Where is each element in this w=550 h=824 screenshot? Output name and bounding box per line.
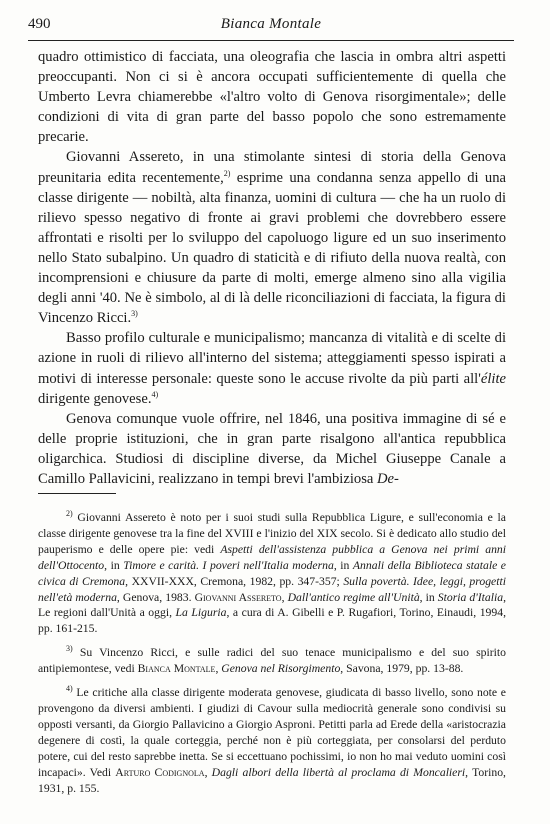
- footnote-author: Giovanni Assereto: [194, 590, 282, 604]
- footnote-text: , in: [419, 590, 438, 604]
- footnote-text: ,: [215, 662, 222, 676]
- footnote-text: , a cura di A. Gibelli e P. Rugafiori, Torino, Einaudi, 1994, pp. 161-215.: [38, 606, 507, 636]
- footnote-text: ,: [204, 765, 212, 779]
- footnote-italic-title: Genova nel Risorgimento: [221, 662, 341, 676]
- footnote-italic-title: La Liguria: [175, 606, 227, 620]
- footnote-mark: 2): [66, 509, 73, 519]
- italic-term: élite: [480, 370, 506, 387]
- footnote-mark: 3): [66, 644, 73, 654]
- footnote-text: , Savona, 1979, pp. 13-88.: [340, 662, 464, 676]
- footnote-text: , Torino, 1931, p. 155.: [38, 765, 506, 795]
- paragraph-2: [38, 147, 506, 328]
- footnote-separator: [38, 493, 116, 494]
- paragraph-text: dirigente genovese.: [38, 390, 152, 407]
- footnote-text: , in: [104, 558, 124, 572]
- footnote-author: Bianca Montale: [137, 662, 216, 676]
- footnote-2: [38, 510, 506, 637]
- footnote-text: Giovanni Assereto è noto per i suoi studi sulla Repubblica Ligure, e sull'economia e la classe dirigente genovese tra la fine del XVIII e l'inizio del XIX secolo. Si è dedicato allo studio del pauperismo e delle opere pie: vedi: [38, 511, 506, 556]
- main-text: [38, 47, 506, 489]
- footnote-reference: 2): [223, 168, 231, 178]
- italic-term: De-: [377, 470, 399, 487]
- footnote-italic-title: Storia d'Italia: [437, 590, 504, 604]
- footnotes: [38, 510, 506, 804]
- footnote-text: , Genova, 1983.: [116, 590, 195, 604]
- paragraph-text: esprime una condanna senza appello di una classe dirigente — nobiltà, alta finanza, uomini di cultura — che ha un ruolo di rilievo spesso negativo di fronte ai gravi problemi che dovrebbero essere affrontati e risolti per lo sviluppo del capoluogo ligure ed un suo inserimento nello Stato subalpino. Un quadro di staticità e di rifiuto della nuova realtà, con incomprensioni e chiusure da parte di molti, emerge almeno sino alla vigilia degli anni '40. Ne è simbolo, al di là delle riconciliazioni di facciata, la figura di Vincenzo Ricci.: [38, 169, 506, 327]
- paragraph-text: Basso profilo culturale e municipalismo; mancanza di vitalità e di scelte di azione in ruoli di rilievo all'interno del sistema; atteggiamenti spesso ispirati a motivi di interesse personale: queste sono le accuse rivolte da più parti all': [38, 330, 506, 387]
- page-number: 490: [28, 16, 51, 32]
- footnote-text: , XXVII-XXX, Cremona, 1982, pp. 347-357;: [125, 574, 344, 588]
- footnote-text: ,: [281, 590, 288, 604]
- running-header: [28, 14, 514, 41]
- paragraph-text: Genova comunque vuole offrire, nel 1846, una positiva immagine di sé e delle proprie istituzioni, che in gran parte risalgono all'antica repubblica oligarchica. Studiosi di discipline diverse, da Michel Giuseppe Canale a Camillo Pallavicini, realizzano in tempi brevi l'ambiziosa: [38, 410, 506, 487]
- paragraph-1: [38, 47, 506, 147]
- footnote-italic-title: Timore e carità. I poveri nell'Italia moderna: [123, 558, 334, 572]
- footnote-author: Arturo Codignola: [115, 765, 205, 779]
- footnote-italic-title: Dagli albori della libertà al proclama di Moncalieri: [211, 765, 466, 779]
- footnote-text: Su Vincenzo Ricci, e sulle radici del suo tenace municipalismo e del suo spirito antipiemontese, vedi: [38, 646, 506, 676]
- running-title: Bianca Montale: [220, 16, 322, 32]
- footnote-text: , in: [333, 558, 353, 572]
- footnote-italic-title: Sulla povertà. Idee, leggi, progetti nell'età moderna: [38, 574, 506, 604]
- paragraph-text: Giovanni Assereto, in una stimolante sintesi di storia della Genova preunitaria edita recentemente,: [38, 149, 506, 186]
- footnote-reference: 3): [131, 309, 138, 319]
- footnote-italic-title: Annali della Biblioteca statale e civica di Cremona: [38, 558, 506, 588]
- footnote-text: , Le regioni dall'Unità a oggi,: [38, 590, 507, 620]
- paragraph-text: quadro ottimistico di facciata, una oleografia che lascia in ombra altri aspetti preoccupanti. Non ci si è ancora occupati sufficientemente di quella che Umberto Levra chiamerebbe «l'altro volto di Genova risorgimentale»; delle condizioni di vita di gran parte del basso popolo che sono estremamente precarie.: [38, 49, 506, 146]
- paragraph-4: [38, 409, 506, 489]
- footnote-4: [38, 685, 506, 796]
- footnote-mark: 4): [66, 684, 73, 694]
- footnote-3: [38, 645, 506, 677]
- footnote-italic-title: Aspetti dell'assistenza pubblica a Genova nei primi anni dell'Ottocento: [38, 542, 506, 572]
- footnote-text: Le critiche alla classe dirigente moderata genovese, giudicata di basso livello, sono note e provengono da diversi ambienti. I giudizi di Cavour sulla mediocrità generale sono condivisi su opposti versanti, da Giorgio Pallavicino a Giorgio Asproni. Petitti parla ad Erede della «aristocrazia degenere di costì, la quale corteggia, perché non è più corteggiata, per consolarsi del perduto potere, cui del resto saprebbe inetta. Se si eccettuano pochissimi, io non ho mai veduto uomini così incapaci». Vedi: [38, 686, 506, 779]
- paragraph-3: [38, 328, 506, 408]
- footnote-italic-title: Dall'antico regime all'Unità: [287, 590, 420, 604]
- footnote-reference: 4): [151, 389, 159, 399]
